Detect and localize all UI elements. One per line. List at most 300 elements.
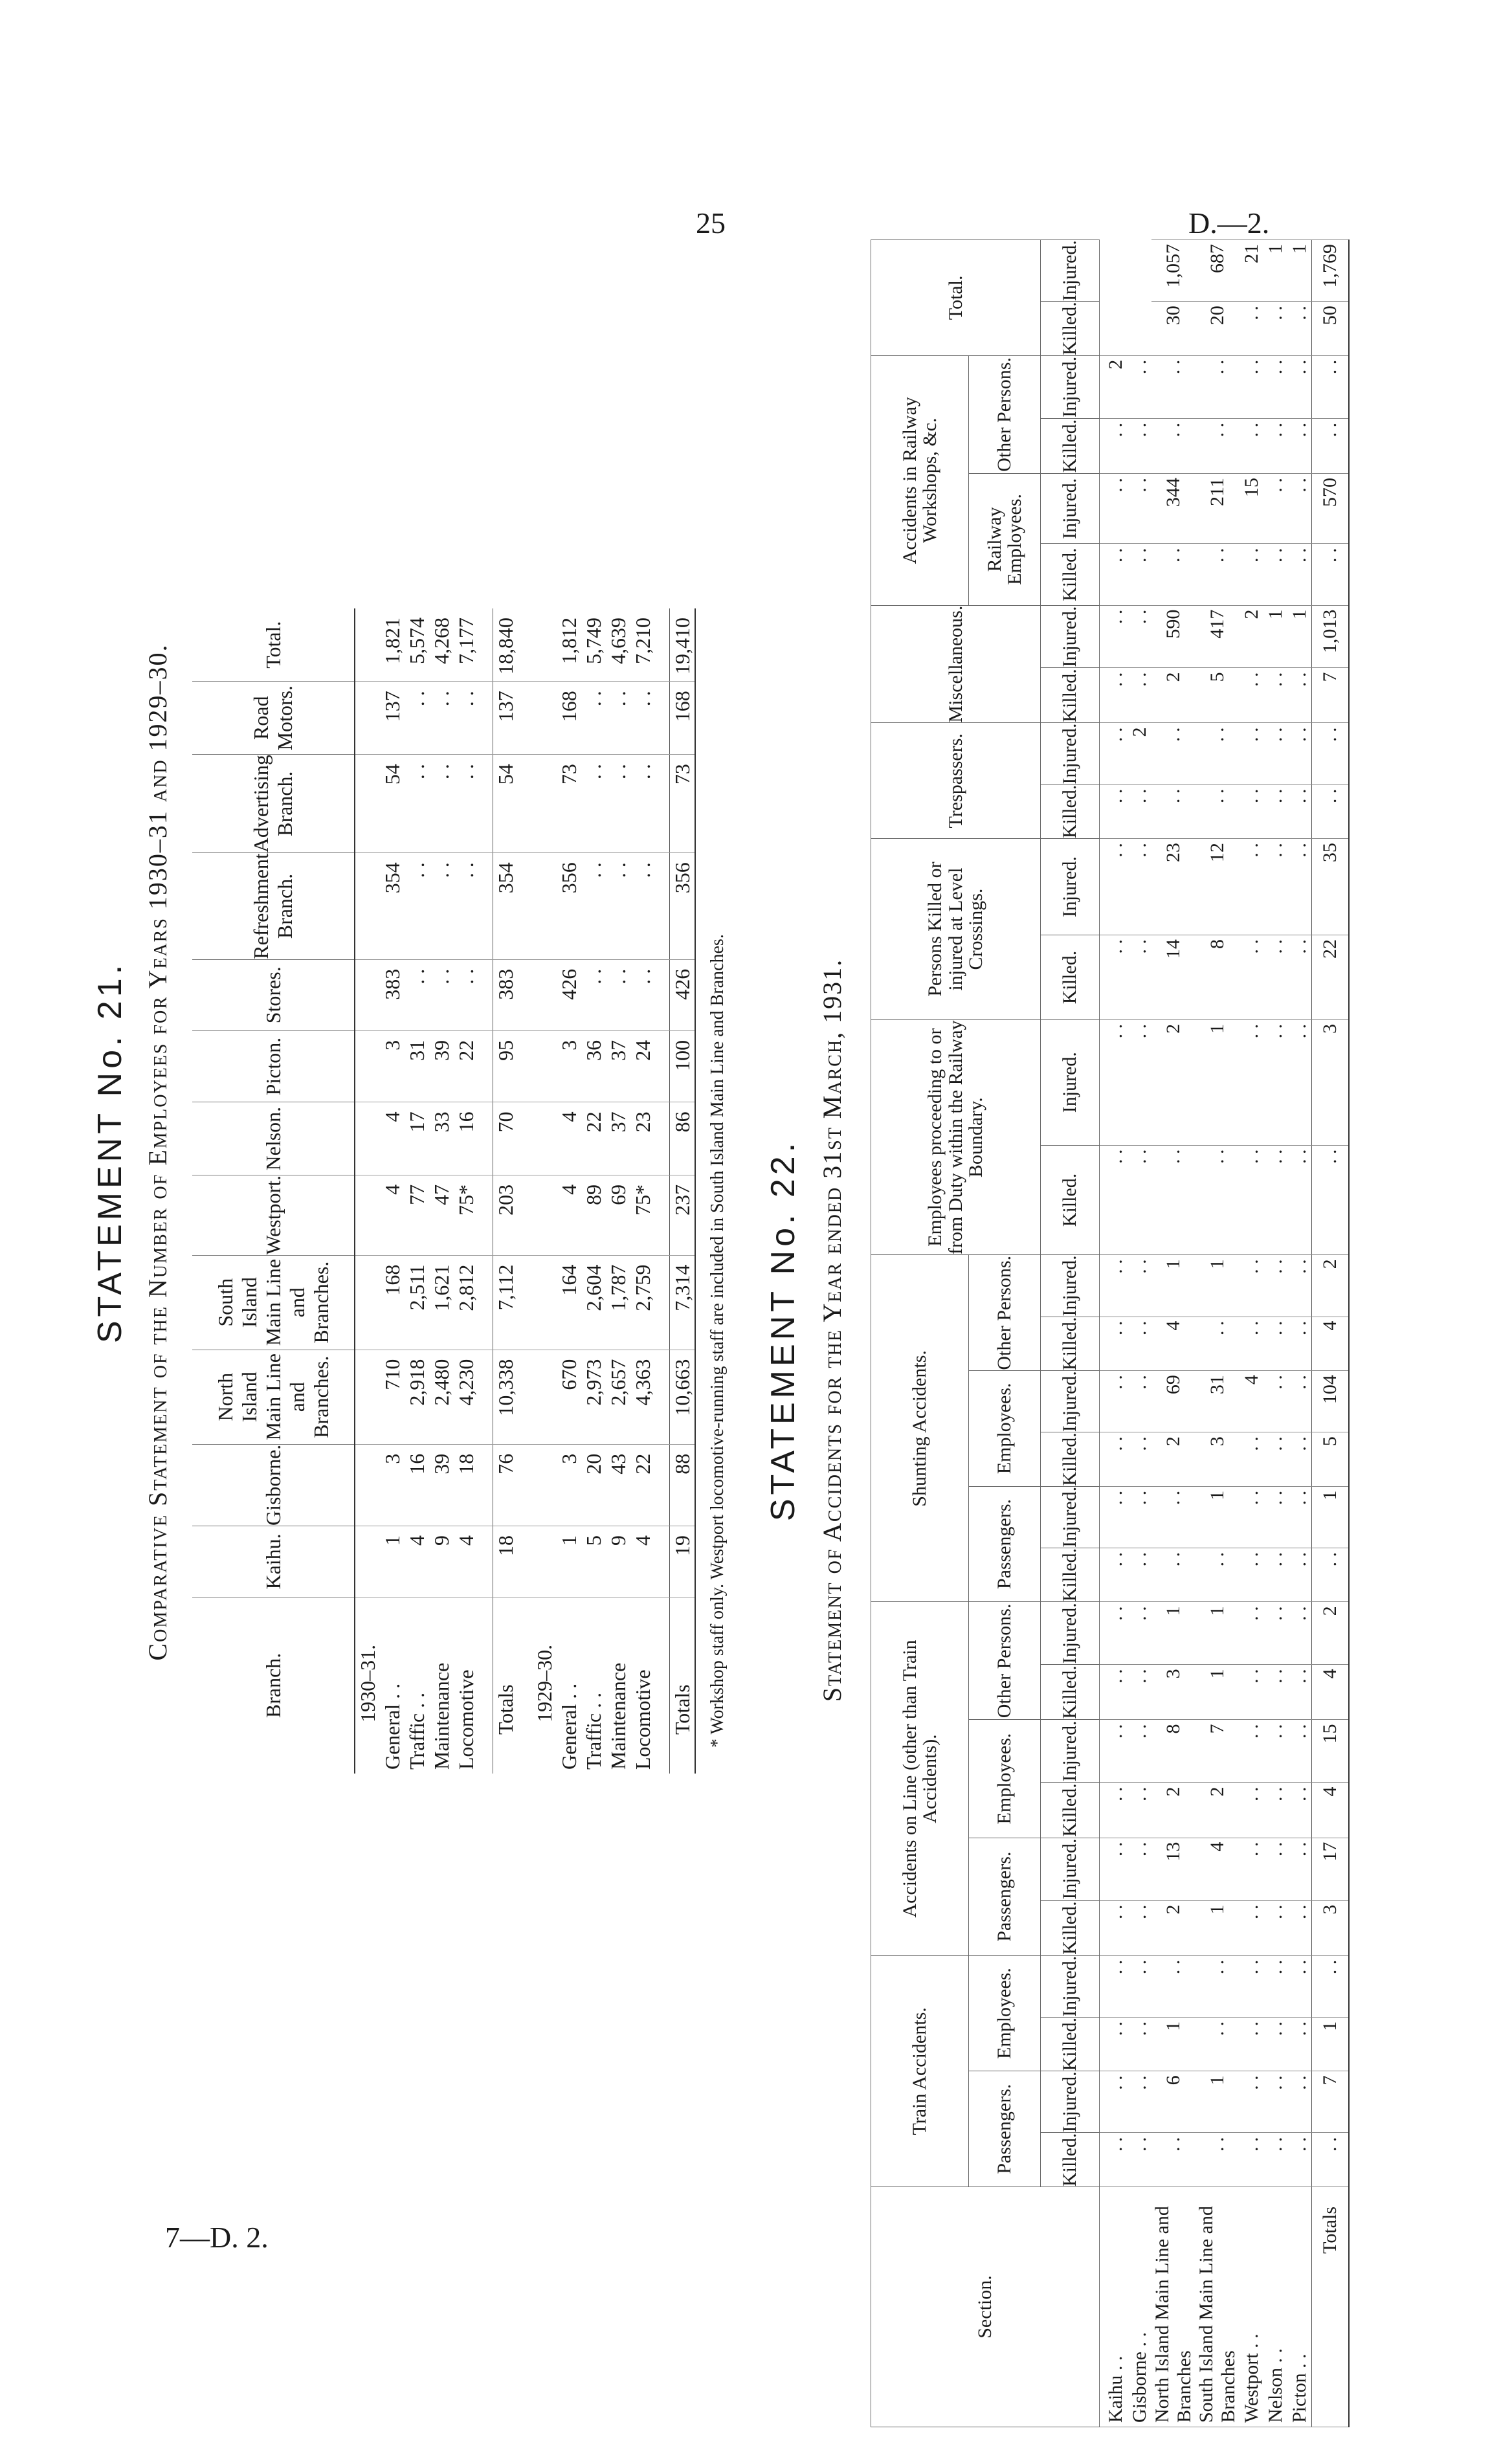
injured-header: Injured. [1041,1955,1100,2017]
cell-value: . . [1151,1955,1195,2017]
cell-value: . . [1100,784,1128,839]
cell-value: 344 [1151,474,1195,544]
cell-value: 37 [606,1030,630,1102]
statement-21-subtitle: Comparative Statement of the Number of Employees for Years 1930–31 and 1929–30. [143,643,172,1661]
cell-value: . . [1287,723,1312,784]
column-header-11: Road Motors. [192,682,355,755]
cell-value: 1 [1195,1486,1240,1548]
cell-value: 4 [380,1175,405,1255]
cell-value: 1 [1195,2071,1240,2133]
total-value: 7 [1312,668,1350,723]
cell-value: . . [1287,1955,1312,2017]
cell-value: . . [1100,1838,1128,1900]
group-header-1: Accidents on Line (other than Train Accidents). [871,1602,969,1955]
cell-value: 4,639 [606,618,630,664]
cell-value: 3 [557,1030,581,1102]
cell-value: . . [1240,1602,1263,1665]
group-header-8: Total. [871,240,1041,356]
cell-value: 22 [454,1030,478,1102]
killed-header: Killed. [1041,1900,1100,1955]
cell-value: 13 [1151,1838,1195,1900]
section-name: Nelson . . [1263,2187,1287,2427]
cell-value: . . [1240,1255,1263,1317]
cell-value: . . [1100,1432,1128,1487]
cell-value: . . [581,755,606,853]
cell-value: 4,268 [429,618,453,664]
injured-header: Injured. [1041,355,1100,418]
cell-value: 1 [1151,1602,1195,1665]
cell-value: . . [1100,668,1128,723]
cell-value: . . [1128,2071,1151,2133]
total-value: 50 [1312,302,1350,356]
total-value: 18,840 [493,608,518,682]
cell-value: 47 [429,1175,454,1255]
cell-value: 4 [557,1102,581,1175]
cell-value: . . [1287,2017,1312,2071]
cell-value: . . [1287,1255,1312,1317]
cell-value: 4 [1195,1838,1240,1900]
cell-value: . . [1100,1317,1128,1371]
total-value: 18 [493,1526,518,1597]
group-header-3: Employees proceeding to or from Duty within the Railway Boundary. [871,1019,1041,1255]
killed-header: Killed. [1041,1145,1100,1255]
period-label: 1930–31. [355,1597,380,1774]
cell-value: 670 [557,1350,581,1444]
injured-header: Injured. [1041,2071,1100,2133]
cell-value: . . [1151,355,1195,418]
cell-value: . . [1287,418,1312,473]
total-value: 5 [1312,1432,1350,1487]
group-header-0: Train Accidents. [871,1955,969,2186]
group-header-6: Miscellaneous. [871,605,1041,723]
cell-value: 1 [1287,605,1312,668]
branch-name: Maintenance [606,1597,630,1774]
total-value: . . [1312,355,1350,418]
total-value: 10,663 [670,1350,696,1444]
cell-value: 1 [1287,240,1312,302]
column-header-3: North Island Main Line and Branches. [192,1350,355,1444]
cell-value: . . [1195,544,1240,605]
cell-value: . . [1287,544,1312,605]
cell-value: . . [1100,418,1128,473]
cell-value: . . [1100,1255,1128,1317]
cell-value: 4,363 [630,1350,655,1444]
section-name: Westport . . [1240,2187,1263,2427]
cell-value: . . [1128,474,1151,544]
table-row [606,608,630,1774]
injured-header: Injured. [1041,1838,1100,1900]
cell-value: . . [606,682,630,755]
injured-header: Injured. [1041,1255,1100,1317]
cell-value: . . [1100,544,1128,605]
cell-value: . . [1240,1548,1263,1602]
cell-value: 1 [1151,2017,1195,2071]
cell-value: . . [1100,474,1128,544]
killed-header: Killed. [1041,2133,1100,2187]
cell-value: 2 [1151,1900,1195,1955]
cell-value: . . [1128,839,1151,935]
totals-label: Totals [493,1597,518,1774]
cell-value: 33 [429,1102,454,1175]
table-row [1287,240,1312,2427]
column-header-4: South Island Main Line and Branches. [192,1255,355,1350]
cell-value: . . [1195,418,1240,473]
cell-value: . . [1128,935,1151,1020]
total-value: 3 [1312,1019,1350,1145]
total-value: 168 [670,682,696,755]
cell-value: 2,511 [405,1255,429,1350]
cell-value: . . [1100,935,1128,1020]
cell-value: . . [1100,2017,1128,2071]
table-row [581,608,606,1774]
cell-value: 356 [557,853,581,960]
cell-value: 7,210 [630,618,654,664]
total-value: 19 [670,1526,696,1597]
cell-value: . . [1100,2133,1128,2187]
cell-value: 1 [557,1526,581,1597]
cell-value: . . [581,853,606,960]
group-header-7: Accidents in Railway Workshops, &c. [871,355,969,605]
total-value: 35 [1312,839,1350,935]
cell-value: 21 [1240,240,1263,302]
totals-row [670,608,696,1774]
subgroup-header-workshops-0: Railway Employees. [969,474,1041,606]
cell-value: . . [1263,1900,1287,1955]
cell-value: . . [1195,1145,1240,1255]
cell-value: . . [1287,1783,1312,1838]
total-value: 137 [493,682,518,755]
total-value: 19,410 [670,608,696,682]
cell-value: . . [429,853,454,960]
accidents-table-header [871,240,1100,2427]
cell-value: . . [1287,2133,1312,2187]
cell-value: . . [1151,418,1195,473]
cell-value: 20 [1195,302,1240,356]
group-header-2: Shunting Accidents. [871,1255,969,1602]
section-name: Kaihu . . [1100,2187,1128,2427]
accidents-table-body [1100,240,1350,2427]
cell-value: 6 [1151,2071,1195,2133]
cell-value: . . [1287,839,1312,935]
cell-value: . . [1128,1317,1151,1371]
cell-value: 89 [581,1175,606,1255]
cell-value: . . [1263,723,1287,784]
cell-value: . . [1263,1255,1287,1317]
cell-value: 1 [1263,240,1287,302]
total-value: 17 [1312,1838,1350,1900]
subgroup-header-shunting-0: Passengers. [969,1486,1041,1602]
total-value: 354 [493,853,518,960]
total-value: 7,314 [670,1255,696,1350]
cell-value: . . [1287,302,1312,356]
cell-value: 3 [1151,1665,1195,1720]
cell-value: . . [1263,935,1287,1020]
injured-header: Injured. [1041,1371,1100,1432]
cell-value: . . [1128,2133,1151,2187]
column-header-section: Section. [871,2187,1100,2427]
cell-value: . . [1151,784,1195,839]
cell-value: . . [454,853,478,960]
injured-header: Injured. [1041,1720,1100,1783]
table-row [630,608,655,1774]
subgroup-header-workshops-1: Other Persons. [969,355,1041,473]
table-row [405,608,429,1774]
cell-value: . . [1128,1371,1151,1432]
cell-value: . . [1151,1548,1195,1602]
cell-value: . . [1100,1486,1128,1548]
period-label: 1929–30. [532,1597,557,1774]
cell-value: 2,812 [454,1255,478,1350]
cell-value: 2 [1240,605,1263,668]
total-value: 7,112 [493,1255,518,1350]
cell-value: 1,621 [429,1255,454,1350]
subgroup-header-line-0: Passengers. [969,1838,1041,1955]
cell-value: . . [1195,1317,1240,1371]
table-row [557,608,581,1774]
cell-value: . . [581,959,606,1030]
cell-value: . . [454,682,478,755]
injured-header: Injured. [1041,1602,1100,1665]
injured-header: Injured. [1041,474,1100,544]
column-header-12: Total. [192,608,355,682]
cell-value: . . [1287,668,1312,723]
column-header-1: Kaihu. [192,1526,355,1597]
cell-value: 137 [380,682,405,755]
cell-value: . . [1263,544,1287,605]
total-value: . . [1312,418,1350,473]
cell-value: 426 [557,959,581,1030]
total-value: 15 [1312,1720,1350,1783]
statement-22-title: STATEMENT No. 22. [764,1139,802,1522]
section-name: North Island Main Line and Branches [1151,2187,1195,2427]
cell-value: 43 [606,1444,630,1526]
cell-value: . . [1263,1783,1287,1838]
cell-value: . . [454,959,478,1030]
total-value: 104 [1312,1371,1350,1432]
statement-21-footnote: * Workshop staff only. Westport locomotive-running staff are included in South Island Main Line and Branches. [707,934,728,1748]
cell-value: 2 [1151,1783,1195,1838]
subgroup-header-shunting-2: Other Persons. [969,1255,1041,1371]
employees-table-body [355,608,695,1774]
cell-value: 39 [429,1444,454,1526]
cell-value: . . [1287,2071,1312,2133]
cell-value: . . [1263,1371,1287,1432]
cell-value: . . [1263,1602,1287,1665]
cell-value: 31 [405,1030,429,1102]
cell-value: 164 [557,1255,581,1350]
killed-header: Killed. [1041,418,1100,473]
employees-table [192,608,696,1774]
table-row [454,608,478,1774]
total-value: 100 [670,1030,696,1102]
cell-value: . . [1240,784,1263,839]
cell-value: . . [1287,1900,1312,1955]
cell-value: . . [1100,1602,1128,1665]
total-value: . . [1312,1955,1350,2017]
cell-value: 4 [630,1526,655,1597]
cell-value: 1 [380,1526,405,1597]
total-value: 7 [1312,2071,1350,2133]
cell-value: 2 [1100,355,1128,418]
killed-header: Killed. [1041,1783,1100,1838]
cell-value: 4 [1240,1371,1263,1432]
cell-value: 1 [1195,1602,1240,1665]
cell-value: 39 [429,1030,454,1102]
cell-value: . . [1263,1486,1287,1548]
cell-value: . . [1263,474,1287,544]
total-value: 4 [1312,1665,1350,1720]
total-value: 2 [1312,1602,1350,1665]
cell-value: 4 [380,1102,405,1175]
cell-value: . . [1128,1720,1151,1783]
column-header-10: Advertising Branch. [192,755,355,853]
cell-value: . . [1240,1317,1263,1371]
cell-value: . . [581,682,606,755]
cell-value: . . [1287,784,1312,839]
cell-value: . . [1240,1432,1263,1487]
cell-value: . . [1128,1145,1151,1255]
subgroup-header-shunting-1: Employees. [969,1371,1041,1487]
cell-value: 7 [1195,1720,1240,1783]
killed-header: Killed. [1041,784,1100,839]
cell-value: 1,821 [380,618,404,664]
totals-label: Totals [670,1597,696,1774]
cell-value: . . [1100,2071,1128,2133]
column-header-5: Westport. [192,1175,355,1255]
cell-value: 16 [454,1102,478,1175]
table-row [1240,240,1263,2427]
cell-value: . . [1240,668,1263,723]
subgroup-header-line-2: Other Persons. [969,1602,1041,1720]
cell-value: . . [1128,1900,1151,1955]
cell-value: 2 [1151,1019,1195,1145]
cell-value: 354 [380,853,405,960]
cell-value: 24 [630,1030,655,1102]
cell-value: . . [1128,668,1151,723]
cell-value: . . [1287,1317,1312,1371]
cell-value: . . [1287,1548,1312,1602]
cell-value: . . [1195,355,1240,418]
cell-value: . . [630,959,655,1030]
cell-value: . . [630,755,655,853]
cell-value: 7,177 [454,618,478,664]
cell-value: . . [1263,668,1287,723]
cell-value: 3 [557,1444,581,1526]
cell-value: . . [1128,1432,1151,1487]
subgroup-header-train-1: Employees. [969,1955,1041,2071]
cell-value: . . [1151,1145,1195,1255]
cell-value: 168 [557,682,581,755]
cell-value: . . [1240,302,1263,356]
cell-value: . . [1287,1371,1312,1432]
cell-value: . . [1128,544,1151,605]
cell-value: 2 [1128,723,1151,784]
total-value: 73 [670,755,696,853]
cell-value: 69 [606,1175,630,1255]
cell-value: . . [1287,1665,1312,1720]
statement-21-title: STATEMENT No. 21. [91,961,129,1344]
cell-value: 5,574 [405,618,428,664]
cell-value: 23 [630,1102,655,1175]
cell-value: . . [1100,1955,1128,2017]
section-name: South Island Main Line and Branches [1195,2187,1240,2427]
cell-value: . . [1240,2133,1263,2187]
cell-value: 75* [630,1175,655,1255]
total-value: 4 [1312,1317,1350,1371]
table-row [380,608,405,1774]
cell-value: . . [1287,355,1312,418]
cell-value: 3 [380,1030,405,1102]
cell-value: . . [1240,2017,1263,2071]
total-value: . . [1312,1548,1350,1602]
cell-value: 2 [1151,668,1195,723]
cell-value: 2,604 [581,1255,606,1350]
cell-value: . . [1195,1955,1240,2017]
killed-header: Killed. [1041,1665,1100,1720]
page-number: 25 [696,206,726,239]
cell-value: . . [1128,1255,1151,1317]
killed-header: Killed. [1041,544,1100,605]
cell-value: 1 [1151,1255,1195,1317]
cell-value: . . [630,682,655,755]
cell-value: . . [1287,1486,1312,1548]
cell-value: . . [1287,935,1312,1020]
total-value: 76 [493,1444,518,1526]
killed-header: Killed. [1041,935,1100,1020]
cell-value: 211 [1195,474,1240,544]
branch-name: Traffic . . [405,1597,429,1774]
group-header-5: Trespassers. [871,723,1041,839]
subgroup-header-line-1: Employees. [969,1720,1041,1838]
cell-value: . . [1240,1665,1263,1720]
cell-value: . . [1287,1838,1312,1900]
cell-value: . . [1100,605,1128,668]
injured-header: Injured. [1041,605,1100,668]
cell-value: . . [1128,1486,1151,1548]
cell-value: . . [1240,355,1263,418]
cell-value: . . [1100,1548,1128,1602]
injured-header: Injured. [1041,839,1100,935]
killed-header: Killed. [1041,1432,1100,1487]
cell-value: . . [1100,723,1128,784]
cell-value: 17 [405,1102,429,1175]
total-value: 1 [1312,2017,1350,2071]
cell-value: . . [1240,418,1263,473]
cell-value: 2,918 [405,1350,429,1444]
statement-22-subtitle: Statement of Accidents for the Year ended 31st March, 1931. [817,958,847,1702]
cell-value: 590 [1151,605,1195,668]
total-value: . . [1312,2133,1350,2187]
cell-value: . . [1100,1720,1128,1783]
total-value: 237 [670,1175,696,1255]
cell-value: . . [1128,1955,1151,2017]
table-row [1100,240,1128,2427]
cell-value: . . [1128,1602,1151,1665]
total-value: 356 [670,853,696,960]
cell-value: 1 [1195,1019,1240,1145]
cell-value: 2 [1151,1432,1195,1487]
cell-value: . . [1128,1838,1151,1900]
cell-value: . . [606,959,630,1030]
cell-value: 3 [380,1444,405,1526]
cell-value: 2,657 [606,1350,630,1444]
cell-value: . . [1100,1783,1128,1838]
cell-value: . . [1151,723,1195,784]
section-name: Picton . . [1287,2187,1312,2427]
cell-value: . . [1263,1720,1287,1783]
cell-value: . . [1128,1665,1151,1720]
cell-value: . . [1287,474,1312,544]
